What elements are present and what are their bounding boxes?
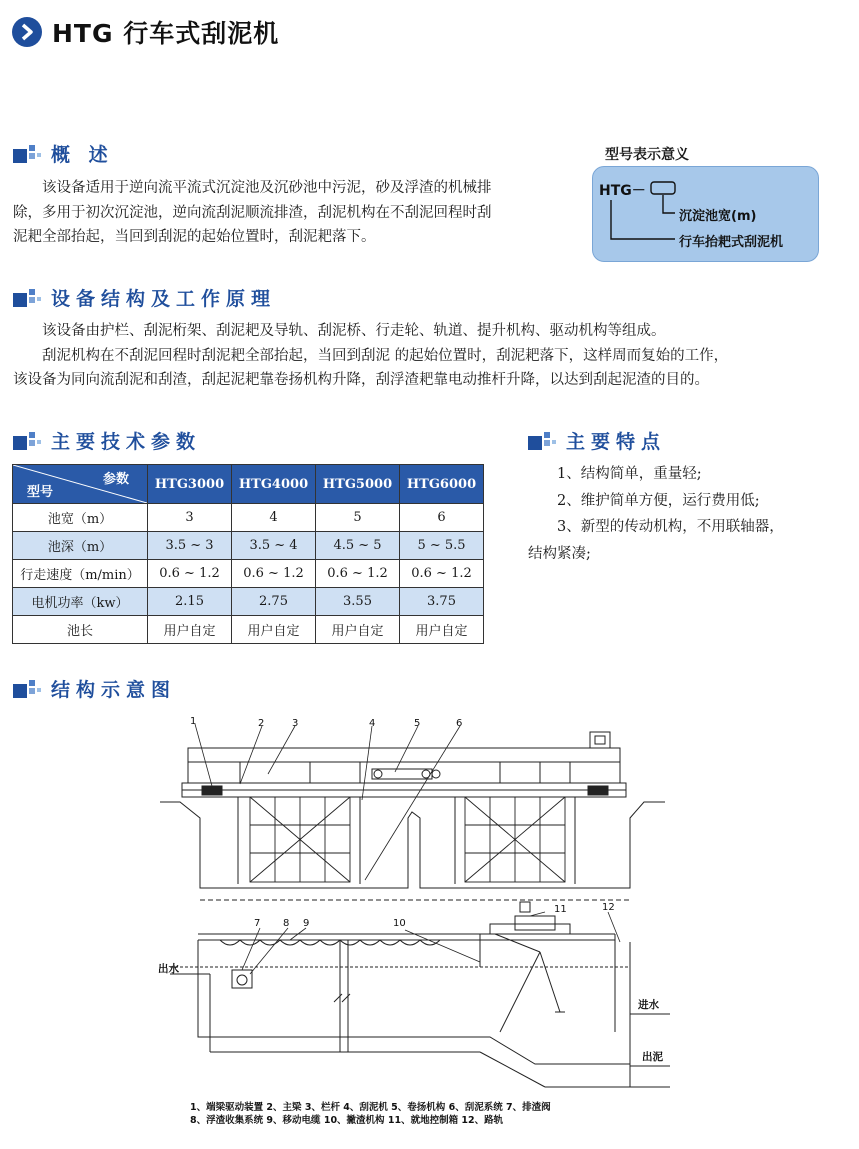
cell: 3.55 xyxy=(316,588,400,616)
cell: 0.6 ~ 1.2 xyxy=(316,560,400,588)
feature-item: 2、维护简单方便，运行费用低; xyxy=(557,492,760,509)
model-header: HTG4000 xyxy=(232,465,316,504)
cell: 2.15 xyxy=(148,588,232,616)
section-header-features xyxy=(528,427,666,454)
outlet-sludge-label: 出泥 xyxy=(642,1051,663,1063)
callout-number: 10 xyxy=(393,918,406,929)
callout-number: 1 xyxy=(190,716,197,727)
row-label: 电机功率（kw） xyxy=(13,588,148,616)
structure-heading: 设备结构及工作原理 xyxy=(51,288,277,310)
callout-leaders-side xyxy=(242,912,620,974)
feature-item: 1、结构简单，重量轻; xyxy=(557,466,702,482)
feature-item: 3、新型的传动机构，不用联轴器， xyxy=(557,519,784,535)
diagram-heading: 结构示意图 xyxy=(51,679,177,701)
cell: 3.5 ~ 4 xyxy=(232,532,316,560)
cell: 3.75 xyxy=(400,588,484,616)
side-view xyxy=(170,902,670,1087)
cell: 0.6 ~ 1.2 xyxy=(232,560,316,588)
callout-number: 6 xyxy=(456,718,463,729)
model-header: HTG5000 xyxy=(316,465,400,504)
section-bullet-icon xyxy=(13,287,39,309)
params-heading: 主要技术参数 xyxy=(51,431,202,453)
callout-numbers-side xyxy=(254,902,615,929)
corner-top-label: 参数 xyxy=(102,472,129,487)
model-header: HTG3000 xyxy=(148,465,232,504)
callout-numbers-front xyxy=(190,716,462,729)
model-meaning-box xyxy=(592,166,819,262)
cell: 0.6 ~ 1.2 xyxy=(400,560,484,588)
structure-diagram xyxy=(150,712,680,1097)
section-header-overview xyxy=(13,140,114,167)
callout-number: 9 xyxy=(303,918,310,929)
diagram-caption xyxy=(190,1101,551,1127)
cell: 5 ~ 5.5 xyxy=(400,532,484,560)
model-code: HTG－ xyxy=(599,183,646,199)
model-meaning-title: 型号表示意义 xyxy=(605,147,689,163)
cell: 4 xyxy=(232,504,316,532)
row-label: 行走速度（m/min） xyxy=(13,560,148,588)
cell: 4.5 ~ 5 xyxy=(316,532,400,560)
callout-number: 12 xyxy=(602,902,615,913)
page-title xyxy=(12,14,279,50)
features-heading: 主要特点 xyxy=(566,431,667,453)
section-header-structure xyxy=(13,284,276,311)
cell: 5 xyxy=(316,504,400,532)
feature-item: 结构紧凑; xyxy=(528,545,591,562)
table-corner-cell xyxy=(13,465,148,504)
cell: 用户自定 xyxy=(400,616,484,644)
section-bullet-icon xyxy=(13,143,39,165)
outlet-water-label: 出水 xyxy=(158,963,179,975)
callout-number: 4 xyxy=(369,718,376,729)
chevron-right-icon xyxy=(12,17,42,47)
cell: 3.5 ~ 3 xyxy=(148,532,232,560)
structure-text xyxy=(13,319,848,393)
model-width-label: 沉淀池宽(m) xyxy=(679,209,757,224)
callout-number: 7 xyxy=(254,918,261,929)
table-row xyxy=(13,504,484,532)
cell: 用户自定 xyxy=(232,616,316,644)
row-label: 池深（m） xyxy=(13,532,148,560)
section-bullet-icon xyxy=(13,430,39,452)
cell: 3 xyxy=(148,504,232,532)
structure-line: 该设备由护栏、刮泥桁架、刮泥耙及导轨、刮泥桥、行走轮、轨道、提升机构、驱动机构等组成。 xyxy=(42,323,666,339)
cell: 用户自定 xyxy=(316,616,400,644)
structure-line: 该设备为同向流刮泥和刮渣，刮起泥耙靠卷扬机构升降，刮浮渣耙靠电动推杆升降，以达到刮起泥渣的目的。 xyxy=(13,372,709,388)
model-type-label: 行车抬耙式刮泥机 xyxy=(679,235,784,250)
section-header-diagram xyxy=(13,675,176,702)
cell: 0.6 ~ 1.2 xyxy=(148,560,232,588)
table-row xyxy=(13,532,484,560)
callout-number: 11 xyxy=(554,904,567,915)
structure-line: 刮泥机构在不刮泥回程时刮泥耙全部抬起，当回到刮泥 的起始位置时，刮泥耙落下，这样周而复始的工作， xyxy=(42,347,729,364)
page-title-text: HTG 行车式刮泥机 xyxy=(52,19,280,48)
features-list xyxy=(528,461,848,567)
inlet-water-label: 进水 xyxy=(638,999,659,1011)
corner-bottom-label: 型号 xyxy=(27,485,54,500)
caption-line: 8、浮渣收集系统 9、移动电缆 10、撇渣机构 11、就地控制箱 12、路轨 xyxy=(190,1115,504,1126)
cell: 6 xyxy=(400,504,484,532)
callout-number: 3 xyxy=(292,718,299,729)
table-header-row xyxy=(13,465,484,504)
table-row xyxy=(13,588,484,616)
overview-text xyxy=(13,176,578,250)
overview-line: 泥耙全部抬起，当回到刮泥的起始位置时，刮泥耙落下。 xyxy=(13,229,376,245)
model-header: HTG6000 xyxy=(400,465,484,504)
callout-number: 2 xyxy=(258,718,265,729)
overview-line: 除，多用于初次沉淀池，逆向流刮泥顺流排渣，刮泥机构在不刮泥回程时刮 xyxy=(13,204,492,221)
section-bullet-icon xyxy=(528,430,554,452)
section-header-params xyxy=(13,427,201,454)
flow-labels xyxy=(158,962,663,1063)
row-label: 池宽（m） xyxy=(13,504,148,532)
section-bullet-icon xyxy=(13,678,39,700)
callout-number: 5 xyxy=(414,718,421,729)
overview-line: 该设备适用于逆向流平流式沉淀池及沉砂池中污泥，砂及浮渣的机械排 xyxy=(42,180,492,196)
params-table xyxy=(12,464,484,644)
caption-line: 1、端梁驱动装置 2、主梁 3、栏杆 4、刮泥机 5、卷扬机构 6、刮泥系统 7、排渣阀 xyxy=(190,1102,551,1113)
table-row xyxy=(13,560,484,588)
overview-heading: 概 述 xyxy=(51,144,114,166)
cell: 2.75 xyxy=(232,588,316,616)
table-row xyxy=(13,616,484,644)
cell: 用户自定 xyxy=(148,616,232,644)
front-view xyxy=(160,732,665,888)
row-label: 池长 xyxy=(13,616,148,644)
callout-number: 8 xyxy=(283,918,290,929)
